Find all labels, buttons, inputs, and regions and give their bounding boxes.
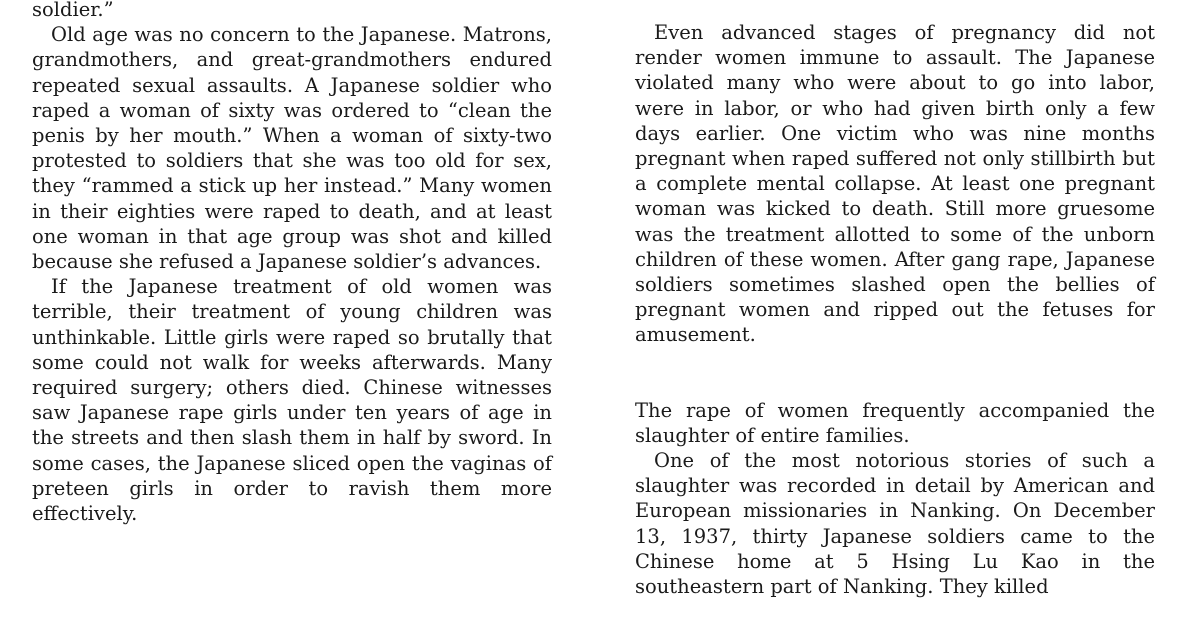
right-column [635,20,1155,599]
paragraph-pregnancy: Even advanced stages of pregnancy did not render women immune to assault. The Japanese violated many who were about to go into labor, were in labor, or who had given birth only a few days earlier. One victim who was nine months pregnant when raped suffered not only stillbirth but a complete mental collapse. At least one pregnant woman was kicked to death. Still more gruesome was the treatment allotted to some of the unborn children of these women. After gang rape, Japanese soldiers sometimes slashed open the bellies of pregnant women and ripped out the fetuses for amusement. [635,21,1155,347]
paragraph-notorious-story: One of the most notorious stories of such a slaughter was recorded in detail by American and European missionaries in Nanking. On December 13, 1937, thirty Japanese soldiers came to the Chinese home at 5 Hsing Lu Kao in the southeastern part of Nanking. They killed [635,449,1155,599]
paragraph-old-age: Old age was no concern to the Japanese. Matrons, grandmothers, and great-grandmothers endured repeated sexual assaults. A Japanese soldier who raped a woman of sixty was ordered to “clean the penis by her mouth.” When a woman of sixty-two protested to soldiers that she was too old for sex, they “rammed a stick up her instead.” Many women in their eighties were raped to death, and at least one woman in that age group was shot and killed because she refused a Japanese soldier’s advances. [32,23,552,274]
section-break [635,348,1155,398]
paragraph-families-intro: The rape of women frequently accompanied the slaughter of entire families. [635,398,1155,447]
paragraph-young-children: If the Japanese treatment of old women was terrible, their treatment of young children was unthinkable. Little girls were raped so brutally that some could not walk for weeks afterwards. Many required surgery; others died. Chinese witnesses saw Japanese rape girls under ten years of age in the streets and then slash them in half by sword. In some cases, the Japanese sliced open the vaginas of preteen girls in order to ravish them more effectively. [32,275,552,526]
left-column [32,0,552,526]
paragraph-continuation: soldier.” [32,0,114,21]
